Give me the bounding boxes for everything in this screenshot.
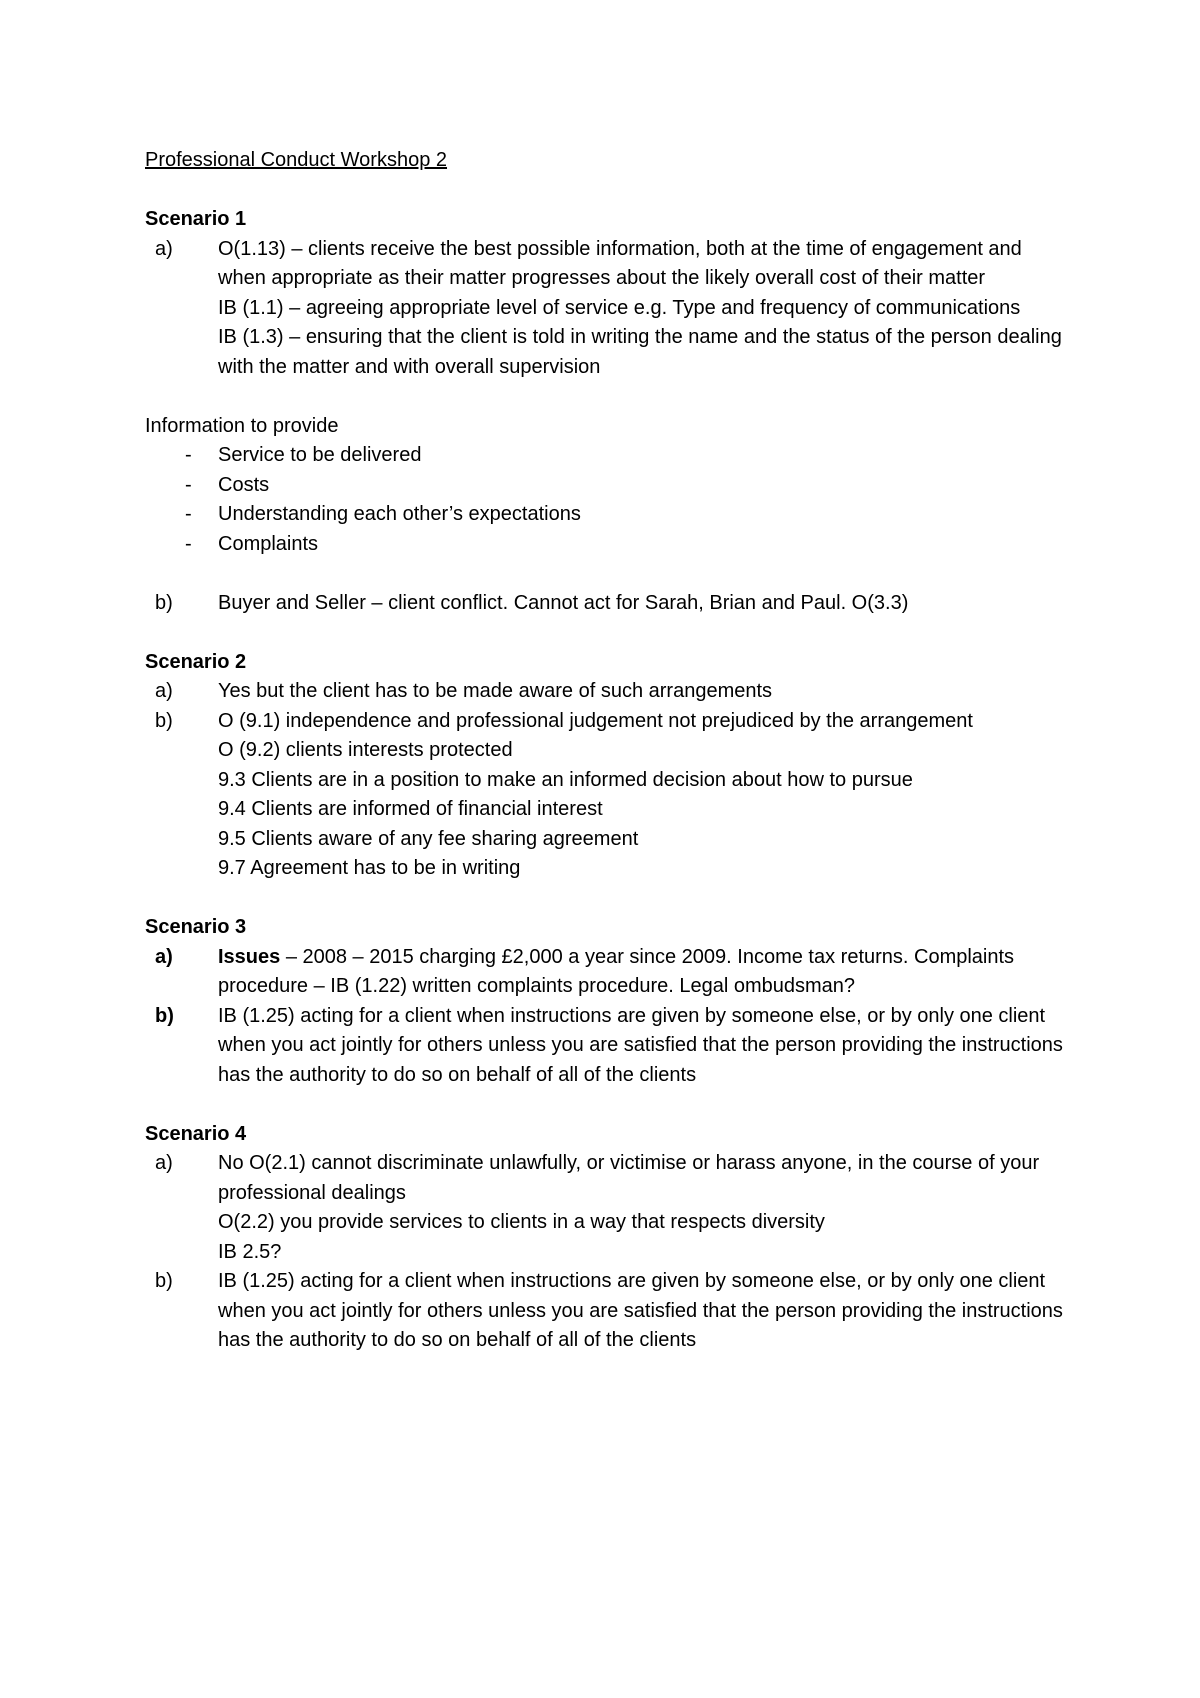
dash-marker: - [185, 444, 192, 466]
scenario-1-b-text: Buyer and Seller – client conflict. Cannot act for Sarah, Brian and Paul. O(3.3) [218, 591, 909, 614]
list-item: - Understanding each other’s expectations [145, 500, 1065, 530]
scenario-4-a-line: O(2.2) you provide services to clients in a way that respects diversity [218, 1211, 825, 1233]
scenario-4-item-a [145, 1149, 1065, 1267]
document-content [145, 146, 1065, 1356]
scenario-1-a-line: IB (1.3) – ensuring that the client is told in writing the name and the status of the person dealing with the matter and with overall supervision [218, 326, 1062, 378]
list-marker: b) [155, 1004, 174, 1027]
list-marker: b) [155, 1270, 173, 1292]
scenario-4-a-line: IB 2.5? [218, 1240, 282, 1263]
scenario-1-a-line: IB (1.1) – agreeing appropriate level of service e.g. Type and frequency of communications [218, 296, 1021, 319]
scenario-2-b-line: O (9.2) clients interests protected [218, 739, 513, 761]
list-marker: a) [155, 945, 173, 968]
list-item: - Costs [145, 471, 1065, 501]
scenario-4-b-text: IB (1.25) acting for a client when instructions are given by someone else, or by only one client when you act jointly for others unless you are satisfied that the person providing the instructions has the authority to do so on behalf of all of the clients [218, 1270, 1063, 1351]
scenario-2-b-line: 9.4 Clients are informed of financial interest [218, 798, 603, 820]
scenario-2-b-line: 9.7 Agreement has to be in writing [218, 857, 521, 879]
document-title: Professional Conduct Workshop 2 [145, 149, 448, 171]
scenario-2-b-line: 9.5 Clients aware of any fee sharing agreement [218, 827, 639, 850]
scenario-3-item-b [145, 1002, 1065, 1091]
scenario-1-item-b [145, 589, 1065, 619]
list-marker: b) [155, 709, 173, 732]
scenario-2-a-text: Yes but the client has to be made aware of such arrangements [218, 680, 773, 702]
scenario-1-heading: Scenario 1 [145, 208, 247, 230]
issues-label: Issues [218, 945, 281, 968]
list-item: - Service to be delivered [145, 441, 1065, 471]
info-heading: Information to provide [145, 414, 339, 437]
scenario-1-a-line: O(1.13) – clients receive the best possible information, both at the time of engagement and when appropriate as their matter progresses about the likely overall cost of their matter [218, 237, 1022, 289]
scenario-3-heading: Scenario 3 [145, 916, 247, 938]
scenario-1-item-a [145, 235, 1065, 383]
list-marker: b) [155, 591, 173, 614]
scenario-2-heading: Scenario 2 [145, 650, 247, 673]
list-marker: a) [155, 1152, 173, 1174]
scenario-2-item-a [145, 677, 1065, 707]
scenario-3-a-text: – 2008 – 2015 charging £2,000 a year since 2009. Income tax returns. Complaints procedure – IB (1.22) written complaints procedure. Legal ombudsman? [218, 945, 1015, 997]
scenario-4-a-line: No O(2.1) cannot discriminate unlawfully, or victimise or harass anyone, in the course of your professional dealings [218, 1152, 1040, 1204]
list-marker: a) [155, 237, 173, 260]
scenario-3-item-a [145, 943, 1065, 1002]
scenario-2-item-b [145, 707, 1065, 884]
dash-marker: - [185, 473, 192, 496]
scenario-2-b-line: O (9.1) independence and professional judgement not prejudiced by the arrangement [218, 709, 973, 732]
dash-marker: - [185, 532, 192, 555]
list-marker: a) [155, 680, 173, 702]
list-item: - Complaints [145, 530, 1065, 560]
scenario-3-b-text: IB (1.25) acting for a client when instructions are given by someone else, or by only one client when you act jointly for others unless you are satisfied that the person providing the instructions has the authority to do so on behalf of all of the clients [218, 1004, 1063, 1086]
scenario-4-heading: Scenario 4 [145, 1122, 247, 1145]
scenario-2-b-line: 9.3 Clients are in a position to make an informed decision about how to pursue [218, 768, 913, 791]
scenario-4-item-b [145, 1267, 1065, 1356]
dash-marker: - [185, 503, 192, 525]
